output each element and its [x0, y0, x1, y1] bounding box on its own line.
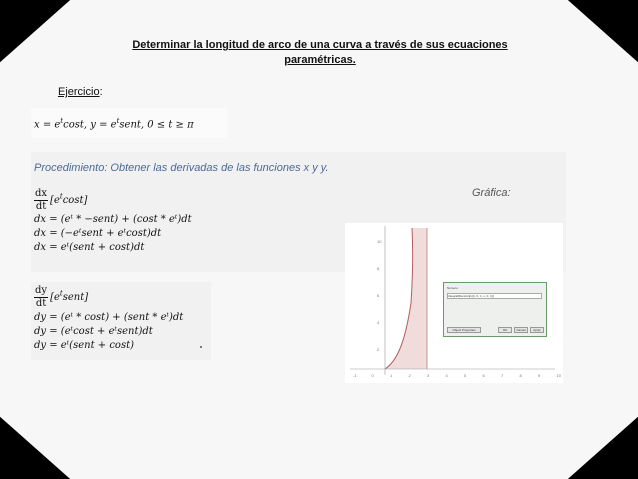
dy-numerator: dy [35, 285, 48, 296]
dx-rhs-pre: [e [50, 195, 60, 206]
x-tick-label: 4 [445, 373, 448, 378]
dy-line-1: dy = (eᵗ * cost) + (sent * eᵗ)dt [34, 312, 184, 323]
dx-rhs-post: cost] [62, 195, 88, 206]
x-tick-label: 3 [427, 373, 430, 378]
parametric-equation [34, 117, 194, 130]
properties-dialog[interactable] [443, 282, 547, 337]
x-tick-label: 1 [390, 373, 393, 378]
x-tick-label: 10 [556, 373, 561, 378]
y-tick-label: 10 [377, 239, 382, 244]
x-tick-label: 6 [482, 373, 485, 378]
dy-derivative-header [34, 285, 88, 310]
eq-part2: cost, y = e [63, 119, 117, 131]
y-tick-label: 2 [377, 347, 380, 352]
object-properties-button[interactable]: Object Properties [447, 327, 481, 333]
y-tick-label: 8 [377, 266, 380, 271]
dx-line-1: dx = (eᵗ * −sent) + (cost * eᵗ)dt [34, 214, 192, 225]
x-tick-label: 2 [408, 373, 411, 378]
dx-denominator: dt [35, 201, 47, 212]
dy-rhs-pre: [e [50, 292, 60, 303]
cancel-button[interactable]: Cancel [514, 327, 528, 333]
procedure-text: Procedimiento: Obtener las derivadas de las funciones x y y. [34, 162, 329, 174]
x-tick-label: 8 [519, 373, 522, 378]
slide-title: Determinar la longitud de arco de una curva a través de sus ecuaciones paramétricas. [132, 39, 508, 66]
dx-derivative-header [34, 188, 87, 213]
exercise-label [58, 86, 103, 98]
ok-button[interactable]: OK [498, 327, 512, 333]
dy-line-3: dy = eᵗ(sent + cost) [34, 340, 134, 351]
dy-fraction [34, 285, 48, 310]
stray-dot [200, 346, 202, 348]
dx-fraction [34, 188, 48, 213]
dialog-input[interactable]: Integral[Función[x(t), 0, π, x, 0, π]] [447, 293, 542, 299]
x-tick-label: 0 [371, 373, 374, 378]
eq-exp2: t [116, 117, 120, 125]
dy-rhs-exp: t [59, 289, 63, 298]
dy-rhs-post: sent] [62, 292, 89, 303]
y-tick-label: 6 [377, 293, 380, 298]
graph-label: Gráfica: [472, 187, 511, 199]
x-tick-label: -1 [353, 373, 357, 378]
dx-line-2: dx = (−eᵗsent + eᵗcost)dt [34, 228, 162, 239]
exercise-colon: : [99, 86, 103, 98]
dy-denominator: dt [35, 298, 47, 309]
x-tick-label: 5 [464, 373, 467, 378]
x-tick-label: 9 [538, 373, 541, 378]
eq-part1: x = e [34, 119, 61, 131]
dx-rhs-exp: t [59, 192, 63, 201]
eq-part3: sent, 0 ≤ t ≥ π [119, 119, 194, 131]
y-tick-label: 4 [377, 320, 380, 325]
apply-button[interactable]: Apply [530, 327, 544, 333]
exercise-label-text: Ejercicio [58, 86, 100, 98]
dy-line-2: dy = (eᵗcost + eᵗsent)dt [34, 326, 153, 337]
eq-exp1: t [60, 117, 64, 125]
dx-numerator: dx [35, 188, 48, 199]
dialog-label: Número: [447, 286, 459, 290]
x-tick-label: 7 [501, 373, 504, 378]
dx-line-3: dx = eᵗ(sent + cost)dt [34, 242, 145, 253]
